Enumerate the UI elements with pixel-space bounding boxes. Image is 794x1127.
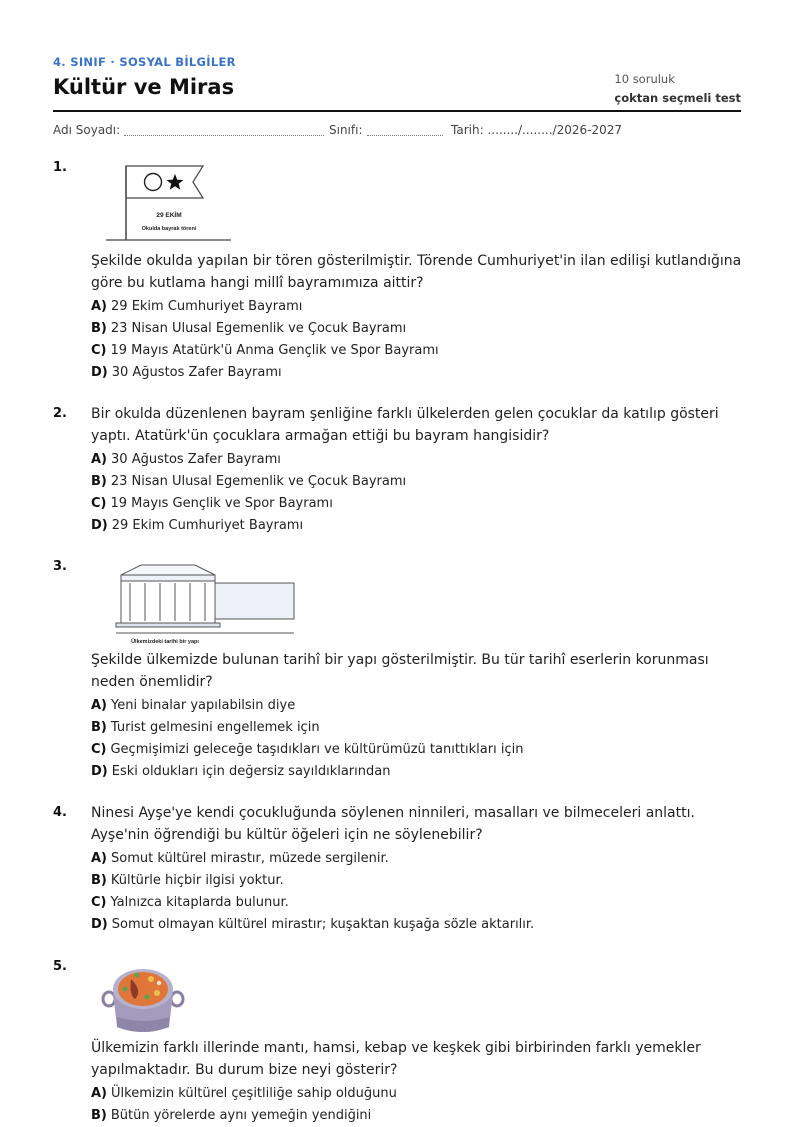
option-b[interactable] (91, 717, 743, 739)
option-a[interactable] (91, 449, 743, 471)
option-b[interactable] (91, 870, 743, 892)
option-a[interactable] (91, 695, 743, 717)
header-divider (53, 110, 741, 112)
option-c[interactable] (91, 340, 743, 362)
option-letter: C) (91, 742, 107, 757)
question-number: 3. (53, 559, 67, 574)
building-icon (121, 581, 215, 623)
option-c[interactable] (91, 892, 743, 914)
option-text: Kültürle hiçbir ilgisi yoktur. (110, 873, 284, 888)
option-letter: A) (91, 698, 108, 713)
option-text: 30 Ağustos Zafer Bayramı (111, 365, 282, 380)
option-c[interactable] (91, 493, 743, 515)
date-value: ......../......../2026-2027 (487, 123, 622, 137)
option-text: 19 Mayıs Atatürk'ü Anma Gençlik ve Spor Bayramı (110, 343, 439, 358)
test-type: çoktan seçmeli test (614, 91, 741, 105)
option-d[interactable] (91, 362, 743, 384)
name-blank (124, 123, 324, 136)
flag-ceremony-figure (101, 162, 291, 242)
question-stem: Bir okulda düzenlenen bayram şenliğine farklı ülkelerden gelen çocuklar da katılıp gösteri yaptı. Atatürk'ün çocuklara armağan ettiği bu bayram hangisidir? (91, 406, 719, 444)
question-body (91, 1037, 743, 1127)
option-a[interactable] (91, 848, 743, 870)
option-letter: B) (91, 1108, 107, 1123)
option-text: Bütün yörelerde aynı yemeğin yendiğini (110, 1108, 372, 1123)
option-d[interactable] (91, 515, 743, 537)
option-letter: C) (91, 343, 107, 358)
question-number: 1. (53, 160, 67, 175)
food-pot-icon (101, 965, 191, 1037)
option-letter: C) (91, 496, 107, 511)
class-blank (367, 123, 443, 136)
option-letter: A) (91, 452, 108, 467)
class-field[interactable] (329, 123, 443, 137)
question-body (91, 649, 743, 783)
option-text: Yeni binalar yapılabilsin diye (111, 698, 296, 713)
option-letter: D) (91, 917, 108, 932)
option-letter: D) (91, 365, 108, 380)
option-b[interactable] (91, 1105, 743, 1127)
option-d[interactable] (91, 761, 743, 783)
question-number: 4. (53, 805, 67, 820)
option-b[interactable] (91, 318, 743, 340)
option-text: 23 Nisan Ulusal Egemenlik ve Çocuk Bayramı (110, 321, 407, 336)
figure-caption: Okulda bayrak töreni (141, 226, 197, 232)
option-letter: B) (91, 474, 107, 489)
option-text: Turist gelmesini engellemek için (110, 720, 320, 735)
option-letter: A) (91, 299, 108, 314)
date-label: Tarih: (451, 123, 484, 137)
page-title: Kültür ve Miras (53, 75, 235, 99)
option-b[interactable] (91, 471, 743, 493)
option-text: Geçmişimizi geleceğe taşıdıkları ve kültürümüzü tanıttıkları için (110, 742, 524, 757)
options-list (91, 449, 743, 537)
question-stem: Şekilde ülkemizde bulunan tarihî bir yapı gösterilmiştir. Bu tür tarihî eserlerin korunması neden önemlidir? (91, 652, 709, 690)
question-body (91, 250, 743, 384)
options-list (91, 695, 743, 783)
option-letter: A) (91, 1086, 108, 1101)
option-text: Somut olmayan kültürel mirastır; kuşaktan kuşağa sözle aktarılır. (111, 917, 535, 932)
option-letter: B) (91, 321, 107, 336)
building-roof-icon (121, 565, 215, 575)
flag-icon (126, 166, 203, 198)
option-a[interactable] (91, 296, 743, 318)
option-text: Yalnızca kitaplarda bulunur. (110, 895, 289, 910)
option-letter: A) (91, 851, 108, 866)
option-letter: B) (91, 873, 107, 888)
option-c[interactable] (91, 739, 743, 761)
name-field[interactable] (53, 123, 324, 137)
options-list (91, 1083, 743, 1127)
option-letter: D) (91, 764, 108, 779)
question-body (91, 802, 743, 936)
name-label: Adı Soyadı: (53, 123, 121, 137)
option-a[interactable] (91, 1083, 743, 1105)
option-d[interactable] (91, 914, 743, 936)
option-text: 23 Nisan Ulusal Egemenlik ve Çocuk Bayramı (110, 474, 407, 489)
question-stem: Ninesi Ayşe'ye kendi çocukluğunda söylenen ninnileri, masalları ve bilmeceleri anlattı. Ayşe'nin öğrendiği bu kültür öğeleri için ne söylenebilir? (91, 805, 695, 843)
options-list (91, 848, 743, 936)
options-list (91, 296, 743, 384)
option-text: Somut kültürel mirastır, müzede sergilenir. (111, 851, 389, 866)
option-text: 30 Ağustos Zafer Bayramı (111, 452, 281, 467)
figure-caption: Ülkemizdeki tarihi bir yapı (131, 639, 199, 645)
date-field[interactable] (451, 123, 622, 137)
option-text: 29 Ekim Cumhuriyet Bayramı (111, 518, 304, 533)
test-meta (614, 71, 741, 109)
option-letter: C) (91, 895, 107, 910)
question-number: 2. (53, 406, 67, 421)
option-text: 19 Mayıs Gençlik ve Spor Bayramı (110, 496, 333, 511)
historic-building-figure (101, 561, 301, 647)
option-text: Ülkemizin kültürel çeşitliliğe sahip olduğunu (111, 1086, 397, 1101)
class-label: Sınıfı: (329, 123, 363, 137)
subject-label: 4. SINIF · SOSYAL BİLGİLER (53, 55, 236, 69)
option-text: Eski oldukları için değersiz sayıldıklarından (111, 764, 391, 779)
option-text: 29 Ekim Cumhuriyet Bayramı (111, 299, 303, 314)
figure-date-label: 29 EKİM (156, 212, 182, 219)
question-stem: Şekilde okulda yapılan bir tören gösterilmiştir. Törende Cumhuriyet'in ilan edilişi kutlandığına göre bu kutlama hangi millî bayramımıza aittir? (91, 253, 742, 291)
question-stem: Ülkemizin farklı illerinde mantı, hamsi, kebap ve keşkek gibi birbirinden farklı yemekler yapılmaktadır. Bu durum bize neyi gösterir? (91, 1040, 701, 1078)
question-number: 5. (53, 959, 67, 974)
option-letter: B) (91, 720, 107, 735)
option-letter: D) (91, 518, 108, 533)
question-count: 10 soruluk (614, 72, 675, 86)
question-body (91, 403, 743, 537)
